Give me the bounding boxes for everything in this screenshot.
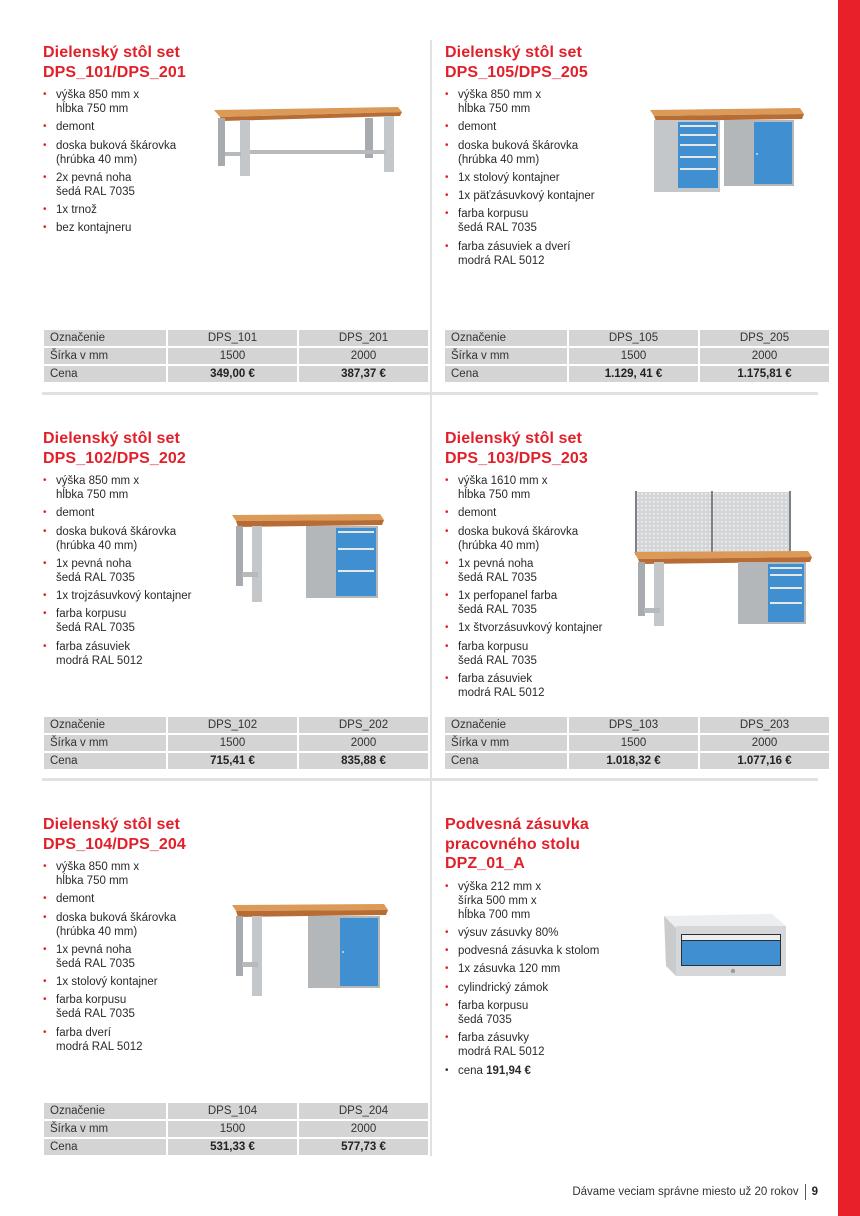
row-price (44, 1139, 428, 1155)
row-divider (42, 392, 818, 395)
spec-item (445, 525, 645, 553)
spec-line: šedá RAL 7035 (56, 571, 135, 584)
spec-line: šedá 7035 (458, 1013, 512, 1026)
spec-line: • 1x pevná noha (56, 557, 132, 570)
spec-line: • farba korpusu (56, 608, 127, 621)
row-designation (445, 717, 829, 733)
product-dps-102-202 (43, 429, 243, 672)
spec-line: (hrúbka 40 mm) (458, 153, 540, 166)
spec-line: • výška 850 mm x (56, 861, 140, 873)
cell-label: Označenie (44, 717, 166, 733)
row-price (44, 753, 428, 769)
spec-list (43, 474, 243, 668)
spec-line: • výška 1610 mm x (458, 475, 548, 487)
title-line: pracovného stolu (445, 835, 580, 853)
cell-width: 2000 (700, 735, 829, 751)
cell-width: 1500 (168, 1121, 297, 1137)
row-designation (44, 330, 428, 346)
cell-price: 1.018,32 € (569, 753, 698, 769)
spec-item (43, 640, 243, 668)
spec-line: šedá RAL 7035 (56, 622, 135, 635)
workbench-drawers-and-cabinet-icon (648, 100, 806, 196)
spec-list (445, 880, 655, 1078)
title-line: DPZ_01_A (445, 855, 525, 872)
spec-item (445, 557, 645, 585)
title-line: Dielenský stôl set (43, 816, 180, 833)
spec-line: • farba korpusu (458, 208, 529, 221)
spec-list (43, 860, 243, 1054)
cell-label: Cena (44, 753, 166, 769)
product-title (43, 429, 243, 468)
spec-item (43, 1026, 243, 1054)
product-title (43, 43, 243, 82)
spec-line: (hrúbka 40 mm) (458, 539, 540, 552)
row-width (445, 348, 829, 364)
spec-line: šedá RAL 7035 (56, 1008, 135, 1021)
spec-line: • cylindrický zámok (458, 981, 549, 994)
cell-label: Označenie (445, 717, 567, 733)
spec-line: • výška 212 mm x (458, 880, 542, 893)
title-line: Dielenský stôl set (445, 44, 582, 61)
spec-line: • farba korpusu (458, 640, 529, 653)
column-divider (430, 394, 432, 778)
spec-line: šedá RAL 7035 (56, 185, 135, 198)
spec-line: • demont (56, 121, 95, 134)
spec-line: • farba korpusu (56, 994, 127, 1007)
cell-price: 577,73 € (299, 1139, 428, 1155)
spec-item (43, 993, 243, 1021)
cell-price: 1.175,81 € (700, 366, 829, 382)
spec-item (43, 911, 243, 939)
spec-line: • 1x trojzásuvkový kontajner (56, 590, 192, 603)
title-line: Dielenský stôl set (43, 430, 180, 447)
spec-item (445, 240, 645, 268)
spec-item (445, 139, 645, 167)
cell-label: Cena (445, 753, 567, 769)
cell-label: Cena (44, 1139, 166, 1155)
price-table (443, 715, 831, 771)
page-edge-red-bar (838, 0, 860, 1216)
spec-line: hĺbka 750 mm (56, 103, 129, 115)
cell-code: DPS_205 (700, 330, 829, 346)
page-footer (572, 1184, 818, 1200)
cell-code: DPS_203 (700, 717, 829, 733)
spec-item (445, 474, 645, 502)
cell-width: 2000 (299, 735, 428, 751)
product-dps-104-204 (43, 815, 243, 1058)
spec-line: modrá RAL 5012 (56, 1040, 143, 1053)
cell-label: Označenie (44, 1103, 166, 1119)
spec-line: • výška 850 mm x (56, 475, 140, 487)
spec-item (43, 203, 243, 217)
page-number: 9 (811, 1186, 818, 1198)
spec-line: • demont (458, 507, 497, 520)
price-table (443, 328, 831, 384)
spec-item (445, 981, 655, 995)
product-dps-105-205 (445, 43, 645, 272)
cell-code: DPS_103 (569, 717, 698, 733)
cell-label: Cena (445, 366, 567, 382)
spec-line: šedá RAL 7035 (458, 654, 537, 667)
spec-item (43, 221, 243, 235)
spec-item (445, 189, 645, 203)
cell-label: Šírka v mm (44, 348, 166, 364)
product-title (445, 43, 645, 82)
row-width (44, 735, 428, 751)
title-line: DPS_102/DPS_202 (43, 449, 186, 467)
spec-line: • podvesná zásuvka k stolom (458, 945, 600, 958)
cell-price: 835,88 € (299, 753, 428, 769)
cell-code: DPS_102 (168, 717, 297, 733)
spec-item (445, 621, 645, 635)
spec-line: • 1x zásuvka 120 mm (458, 963, 561, 976)
spec-line: šedá RAL 7035 (458, 222, 537, 235)
row-width (44, 1121, 428, 1137)
column-divider (430, 780, 432, 1156)
spec-item (445, 999, 655, 1027)
row-designation (44, 1103, 428, 1119)
spec-item (445, 88, 645, 116)
spec-item (445, 589, 645, 617)
spec-item (445, 962, 655, 976)
spec-item-price (445, 1064, 655, 1078)
spec-line: • 1x päťzásuvkový kontajner (458, 190, 595, 203)
spec-line: • 1x stolový kontajner (56, 976, 158, 989)
product-title (445, 429, 645, 468)
spec-line: • výška 850 mm x (458, 89, 542, 101)
spec-line: šedá RAL 7035 (56, 957, 135, 970)
row-designation (44, 717, 428, 733)
spec-line: • farba zásuviek (458, 673, 533, 686)
cell-label: Šírka v mm (445, 735, 567, 751)
footer-separator (805, 1184, 806, 1200)
column-divider (430, 40, 432, 392)
spec-line: • 1x trnož (56, 204, 97, 217)
spec-line: • farba zásuviek (56, 640, 131, 653)
spec-line: • 1x štvorzásuvkový kontajner (458, 622, 603, 635)
spec-line: hĺbka 750 mm (56, 875, 129, 887)
row-price (445, 366, 829, 382)
spec-line: • bez kontajneru (56, 222, 132, 235)
spec-item (445, 207, 645, 235)
cell-price: 531,33 € (168, 1139, 297, 1155)
product-dps-103-203 (445, 429, 645, 704)
spec-item (43, 474, 243, 502)
spec-item (43, 943, 243, 971)
spec-item (445, 880, 655, 922)
spec-item (445, 506, 645, 520)
row-price (44, 366, 428, 382)
spec-line: modrá RAL 5012 (56, 654, 143, 667)
cell-width: 1500 (168, 735, 297, 751)
spec-item (43, 860, 243, 888)
spec-item (43, 557, 243, 585)
workbench-two-legs-icon (210, 100, 405, 180)
hanging-drawer-icon (662, 912, 788, 978)
title-line: DPS_105/DPS_205 (445, 63, 588, 81)
spec-line: • farba zásuvky (458, 1032, 529, 1045)
cell-label: Cena (44, 366, 166, 382)
spec-line: • doska buková škárovka (56, 911, 177, 924)
spec-line: hĺbka 700 mm (458, 908, 531, 921)
price-table (42, 715, 430, 771)
cell-width: 1500 (569, 348, 698, 364)
spec-item (445, 672, 645, 700)
spec-item (43, 589, 243, 603)
cell-code: DPS_105 (569, 330, 698, 346)
spec-item (445, 640, 645, 668)
cell-width: 2000 (700, 348, 829, 364)
workbench-cabinet-icon (230, 902, 390, 998)
cell-code: DPS_101 (168, 330, 297, 346)
cell-label: Šírka v mm (445, 348, 567, 364)
spec-line: hĺbka 750 mm (458, 489, 531, 501)
spec-line: • farba korpusu (458, 999, 529, 1012)
product-title (43, 815, 243, 854)
price-table (42, 1101, 430, 1157)
price-label: cena (458, 1064, 483, 1077)
cell-price: 387,37 € (299, 366, 428, 382)
row-width (44, 348, 428, 364)
spec-line: • doska buková škárovka (56, 525, 177, 538)
cell-width: 1500 (168, 348, 297, 364)
spec-line: • demont (458, 121, 497, 134)
spec-line: • 1x pevná noha (458, 557, 534, 570)
spec-line: • farba dverí (56, 1026, 111, 1039)
spec-line: • 1x stolový kontajner (458, 171, 560, 184)
cell-width: 2000 (299, 1121, 428, 1137)
spec-item (43, 975, 243, 989)
title-line: Podvesná zásuvka (445, 816, 589, 833)
spec-line: • výška 850 mm x (56, 89, 140, 101)
spec-item (445, 171, 645, 185)
spec-line: (hrúbka 40 mm) (56, 153, 138, 166)
spec-list (445, 474, 645, 700)
spec-line: • demont (56, 893, 95, 906)
cell-price: 1.077,16 € (700, 753, 829, 769)
row-designation (445, 330, 829, 346)
spec-line: • farba zásuviek a dverí (458, 240, 571, 253)
footer-slogan: Dávame veciam správne miesto už 20 rokov (572, 1186, 799, 1198)
title-line: DPS_104/DPS_204 (43, 835, 186, 853)
cell-label: Šírka v mm (44, 1121, 166, 1137)
spec-line: • výsuv zásuvky 80% (458, 926, 559, 939)
cell-price: 715,41 € (168, 753, 297, 769)
cell-width: 1500 (569, 735, 698, 751)
spec-item (445, 944, 655, 958)
cell-code: DPS_202 (299, 717, 428, 733)
spec-line: • 1x perfopanel farba (458, 590, 558, 603)
spec-line: šedá RAL 7035 (458, 571, 537, 584)
spec-line: modrá RAL 5012 (458, 1046, 545, 1059)
spec-line: (hrúbka 40 mm) (56, 539, 138, 552)
workbench-three-drawers-icon (230, 512, 386, 608)
spec-line: • doska buková škárovka (458, 525, 579, 538)
cell-price: 349,00 € (168, 366, 297, 382)
title-line: DPS_103/DPS_203 (445, 449, 588, 467)
cell-code: DPS_204 (299, 1103, 428, 1119)
spec-item (43, 506, 243, 520)
spec-item (43, 892, 243, 906)
spec-item (43, 607, 243, 635)
title-line: Dielenský stôl set (445, 430, 582, 447)
cell-price: 1.129, 41 € (569, 366, 698, 382)
title-line: Dielenský stôl set (43, 44, 180, 61)
spec-line: • doska buková škárovka (458, 139, 579, 152)
product-title (445, 815, 655, 874)
spec-line: šedá RAL 7035 (458, 604, 537, 617)
spec-list (445, 88, 645, 268)
spec-line: šírka 500 mm x (458, 894, 537, 907)
spec-line: modrá RAL 5012 (458, 687, 545, 700)
cell-code: DPS_201 (299, 330, 428, 346)
spec-item (43, 525, 243, 553)
spec-line: • demont (56, 507, 95, 520)
spec-line: • doska buková škárovka (56, 139, 177, 152)
row-width (445, 735, 829, 751)
spec-item (445, 120, 645, 134)
row-price (445, 753, 829, 769)
price-table (42, 328, 430, 384)
product-dpz-01-a (445, 815, 655, 1082)
row-divider (42, 778, 818, 781)
title-line: DPS_101/DPS_201 (43, 63, 186, 81)
spec-line: modrá RAL 5012 (458, 254, 545, 267)
spec-item (445, 926, 655, 940)
spec-line: • 1x pevná noha (56, 943, 132, 956)
cell-width: 2000 (299, 348, 428, 364)
workbench-perfopanel-icon (632, 488, 814, 632)
spec-line: (hrúbka 40 mm) (56, 925, 138, 938)
cell-label: Označenie (44, 330, 166, 346)
spec-line: • 2x pevná noha (56, 171, 132, 184)
spec-line: hĺbka 750 mm (458, 103, 531, 115)
cell-code: DPS_104 (168, 1103, 297, 1119)
spec-item (445, 1031, 655, 1059)
cell-label: Šírka v mm (44, 735, 166, 751)
spec-line: hĺbka 750 mm (56, 489, 129, 501)
price-value: 191,94 € (486, 1064, 531, 1077)
cell-label: Označenie (445, 330, 567, 346)
